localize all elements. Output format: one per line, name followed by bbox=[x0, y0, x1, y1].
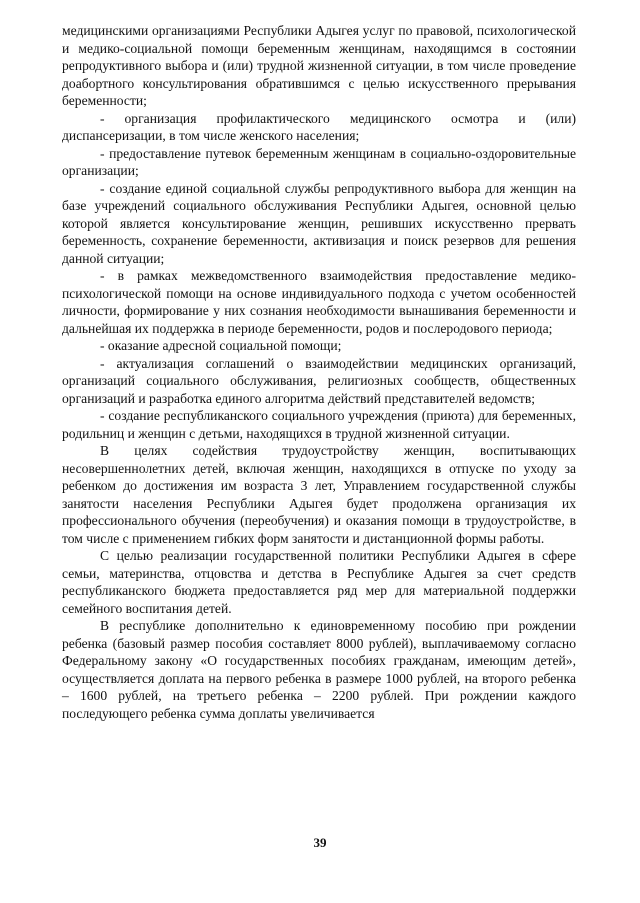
list-item-agreements: - актуализация соглашений о взаимодействии медицинских организаций, организаций социального обслуживания, религиозных сообществ, общественных организаций и разработка единого алгоритма действий представителей ведомств; bbox=[62, 355, 576, 406]
paragraph-state-policy: С целью реализации государственной политики Республики Адыгея в сфере семьи, материнства, отцовства и детства в Республике Адыгея за счет средств республиканского бюджета предоставляется ряд мер для материальной поддержки семейного воспитания детей. bbox=[62, 548, 576, 616]
list-item-reproductive-service: - создание единой социальной службы репродуктивного выбора для женщин на базе учреждений социального обслуживания Республики Адыгея, основной целью которой является консультирование женщин, решивших искусственно прервать беременность, сохранение беременности, активизация и поиск резервов для решения данной ситуации; bbox=[62, 180, 576, 266]
list-item-shelter: - создание республиканского социального учреждения (приюта) для беременных, родильниц и женщин с детьми, находящихся в трудной жизненной ситуации. bbox=[62, 408, 576, 441]
list-item-medical-exam: - организация профилактического медицинского осмотра и (или) диспансеризации, в том числе женского населения; bbox=[62, 110, 576, 143]
paragraph-continuation: медицинскими организациями Республики Адыгея услуг по правовой, психологической и медико-социальной помощи беременным женщинам, находящимся в состоянии репродуктивного выбора и (или) трудной жизненной ситуации, в том числе проведение доабортного консультирования обратившимся с целью искусственного прерывания беременности; bbox=[62, 23, 576, 108]
list-item-social-help: - оказание адресной социальной помощи; bbox=[100, 338, 342, 353]
paragraph-allowance: В республике дополнительно к единовременному пособию при рождении ребенка (базовый размер пособия составляет 8000 рублей), выплачиваемому согласно Федеральному закону «О государственных пособиях гражданам, имеющим детей», осуществляется доплата на первого ребенка в размере 1000 рублей, на второго ребенка – 1600 рублей, на третьего ребенка – 2200 рублей. При рождении каждого последующего ребенка сумма доплаты увеличивается bbox=[62, 618, 576, 721]
list-item-psychological-help: - в рамках межведомственного взаимодействия предоставление медико-психологической помощи на основе индивидуального подхода с учетом особенностей личности, формирование у них сознания необходимости вынашивания беременности и дальнейшая их поддержка в периоде беременности, родов и послеродового периода; bbox=[62, 268, 576, 336]
document-body bbox=[62, 22, 576, 722]
page-number: 39 bbox=[313, 835, 327, 850]
list-item-vouchers: - предоставление путевок беременным женщинам в социально-оздоровительные организации; bbox=[62, 145, 576, 178]
paragraph-employment: В целях содействия трудоустройству женщин, воспитывающих несовершеннолетних детей, включая женщин, находящихся в отпуске по уходу за ребенком до достижения им возраста 3 лет, Управлением государственной службы занятости населения Республики Адыгея будет продолжена организация их профессионального обучения (переобучения) и оказания помощи в трудоустройстве, в том числе с применением гибких форм занятости и дистанционной формы работы. bbox=[62, 443, 576, 546]
